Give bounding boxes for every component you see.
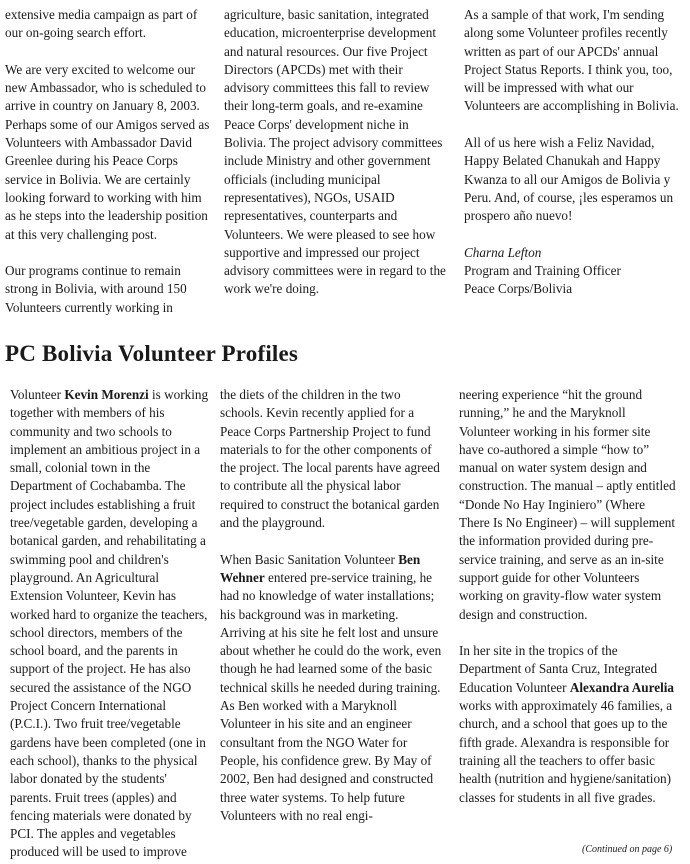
profile-text: In her site in the tropics of the Department of Santa Cruz, Integrated Education Volunteer (459, 643, 658, 695)
intro-paragraph: agriculture, basic sanitation, integrated education, microenterprise development and natural resources. Our five Project Directors (APCDs) met with their advisory committees this fall to review their long-term goals, and re-examine Peace Corps' development niche in Bolivia. The project advisory committees include Ministry and other government officials (including municipal representatives), NGOs, USAID representatives, counterparts and Volunteers. We were pleased to see how supportive and impressed our project advisory committees were in regard to the work we're doing. (224, 7, 446, 297)
intro-column-3 (464, 6, 688, 299)
profile-text: works with approximately 46 families, a church, and a school that goes up to the fifth grade. Alexandra is responsible for training all the teachers to offer basic health (nutrition and hygiene/sanitation) classes for students in all five grades. (459, 698, 673, 805)
intro-paragraph: All of us here wish a Feliz Navidad, Happy Belated Chanukah and Happy Kwanza to all our Amigos de Bolivia y Peru. And, of course, ¡les esperamos un prospero año nuevo! (464, 135, 674, 224)
section-title: PC Bolivia Volunteer Profiles (5, 341, 299, 366)
volunteer-name: Kevin Morenzi (64, 387, 149, 402)
volunteer-name: Ben Wehner (220, 551, 421, 585)
intro-paragraph: We are very excited to welcome our new Ambassador, who is scheduled to arrive in country on January 8, 2003. Perhaps some of our Amigos served as Volunteers with Ambassador David Greenlee during his Peace Corps service in Bolivia. We are certainly looking forward to working with him as he steps into the leadership position at this very challenging post. (5, 61, 210, 242)
intro-column-2 (224, 6, 450, 299)
profile-paragraph (10, 386, 210, 862)
profile-text: is working together with members of his community and two schools to implement an ambitious project in a small, colonial town in the Department of Cochabamba. The project includes establishing a fruit tree/vegetable garden, developing a botanical garden, and rehabilitating a swimming pool and children's playground. An Agricultural Extension Volunteer, Kevin has worked hard to organize the teachers, school directors, members of the school board, and the parents in support of the project. He has also secured the assistance of the NGO Project Concern International (P.C.I.). Two fruit tree/vegetable gardens have been completed (one in each school), thanks to the physical labor donated by the students' parents. Fruit trees (apples) and fencing materials were donated by PCI. The apples and vegetables produced will be used to improve (10, 387, 209, 860)
profile-text: Volunteer (10, 387, 65, 402)
intro-paragraph: As a sample of that work, I'm sending along some Volunteer profiles recently written as part of our APCDs' annual Project Status Reports. I think you, too, will be impressed with what our Volunteers are accomplishing in Bolivia. (464, 7, 679, 114)
profile-text: When Basic Sanitation Volunteer (220, 551, 399, 567)
profile-paragraph: the diets of the children in the two schools. Kevin recently applied for a Peace Corps Partnership Project to fund materials to for the other components of the project. The local parents have agreed to contribute all the physical labor required to construct the botanical garden and the playground. (220, 387, 440, 531)
profiles-column-1 (10, 386, 210, 862)
signature-name: Charna Lefton (464, 244, 542, 260)
intro-paragraph: extensive media campaign as part of our on-going search effort. (5, 7, 198, 41)
continued-note: (Continued on page 6) (582, 844, 673, 855)
profile-text: entered pre-service training, he had no knowledge of water installations; his background was in marketing. Arriving at his site he felt lost and unsure about whether he could do the work, even though he had learned some of the basic technical skills he needed during training. As Ben worked with a Maryknoll Volunteer in his site and an engineer consultant from the NGO Water for People, his confidence grew. By May of 2002, Ben had designed and constructed three water systems. To help future Volunteers with no real engi- (220, 569, 442, 823)
profile-paragraph: neering experience “hit the ground running,” he and the Maryknoll Volunteer working in his former site have co-authored a simple “how to” manual on water system design and construction. The manual – aptly entitled “Donde No Hay Inginiero” (Where There Is No Engineer) – will supplement the information provided during pre-service training, and serve as an in-site support guide for other Volunteers working on gravity-flow water system design and construction. (459, 387, 676, 622)
signature-title: Program and Training Officer (464, 263, 621, 279)
profiles-column-2 (220, 386, 445, 825)
profiles-column-3 (459, 386, 677, 807)
volunteer-name: Alexandra Aurelia (569, 679, 675, 695)
signature-organization: Peace Corps/Bolivia (464, 281, 573, 297)
intro-paragraph: Our programs continue to remain strong in Bolivia, with around 150 Volunteers currently working in (5, 263, 187, 315)
intro-column-1 (5, 6, 211, 317)
profile-paragraph (220, 551, 445, 825)
profile-paragraph (459, 642, 677, 807)
